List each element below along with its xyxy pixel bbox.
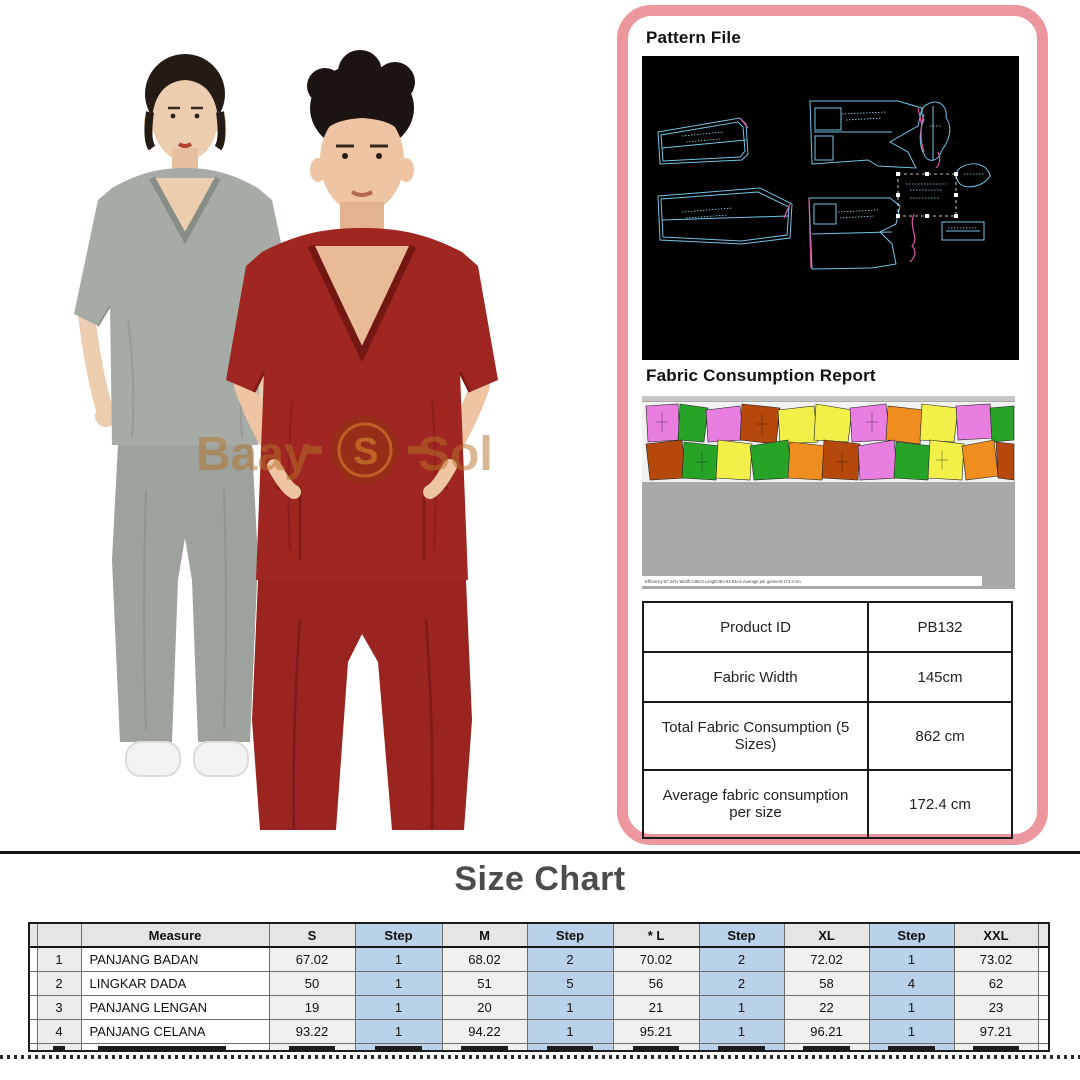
info-label: Fabric Width: [643, 652, 868, 702]
product-photo: [0, 20, 620, 830]
row-number: 4: [37, 1019, 81, 1043]
svg-text:S: S: [353, 431, 379, 473]
table-row: [643, 702, 1012, 770]
info-value: 862 cm: [868, 702, 1012, 770]
col-header-l: * L: [613, 923, 699, 947]
watermark-left-text: Baay: [196, 428, 311, 481]
col-header-xxl: XXL: [954, 923, 1038, 947]
col-header-step: Step: [527, 923, 613, 947]
col-header: [37, 923, 81, 947]
dotted-divider: [0, 1055, 1080, 1059]
size-chart-header-row: [29, 923, 1049, 947]
table-row: [643, 602, 1012, 652]
col-header-step: Step: [869, 923, 954, 947]
col-header-step: Step: [355, 923, 442, 947]
col-header-m: M: [442, 923, 527, 947]
col-header-s: S: [269, 923, 355, 947]
table-row: [643, 770, 1012, 838]
marker-layout-image: [642, 396, 1015, 589]
col-header-measure: Measure: [81, 923, 269, 947]
row-number: 1: [37, 947, 81, 971]
size-chart-table: [28, 922, 1050, 1052]
info-label: Average fabric consumption per size: [643, 770, 868, 838]
measure-name: LINGKAR DADA: [81, 971, 269, 995]
horizontal-divider: [0, 851, 1080, 854]
clipped-table-row: [29, 1043, 1049, 1051]
watermark-right-text: Sol: [418, 428, 493, 481]
size-chart-title: Size Chart: [454, 860, 626, 898]
pattern-file-image: [642, 56, 1019, 360]
table-row: 2 LINGKAR DADA 50 1 51 5 56 2 58 4 62: [29, 971, 1049, 995]
fabric-report-title: Fabric Consumption Report: [646, 366, 876, 385]
row-number: 3: [37, 995, 81, 1019]
info-label: Product ID: [643, 602, 868, 652]
models-illustration: [0, 20, 620, 830]
marker-footer-text: Efficiency:87.24% Width:145cm Length:8m 62.04cm Average per garment:172.4 cm: [645, 579, 801, 584]
info-value: 172.4 cm: [868, 770, 1012, 838]
pattern-file-title: Pattern File: [646, 28, 741, 47]
col-header-step: Step: [699, 923, 784, 947]
table-row: 3 PANJANG LENGAN 19 1 20 1 21 1 22 1 23: [29, 995, 1049, 1019]
measure-name: PANJANG LENGAN: [81, 995, 269, 1019]
measure-name: PANJANG CELANA: [81, 1019, 269, 1043]
table-row: [643, 652, 1012, 702]
col-header-xl: XL: [784, 923, 869, 947]
info-value: 145cm: [868, 652, 1012, 702]
measure-name: PANJANG BADAN: [81, 947, 269, 971]
table-row: 4 PANJANG CELANA 93.22 1 94.22 1 95.21 1 96.21 1 97.21: [29, 1019, 1049, 1043]
info-label: Total Fabric Consumption (5 Sizes): [643, 702, 868, 770]
table-row: 1 PANJANG BADAN 67.02 1 68.02 2 70.02 2 72.02 1 73.02: [29, 947, 1049, 971]
fabric-info-table: [642, 601, 1013, 839]
info-value: PB132: [868, 602, 1012, 652]
row-number: 2: [37, 971, 81, 995]
info-panel: [617, 5, 1048, 845]
